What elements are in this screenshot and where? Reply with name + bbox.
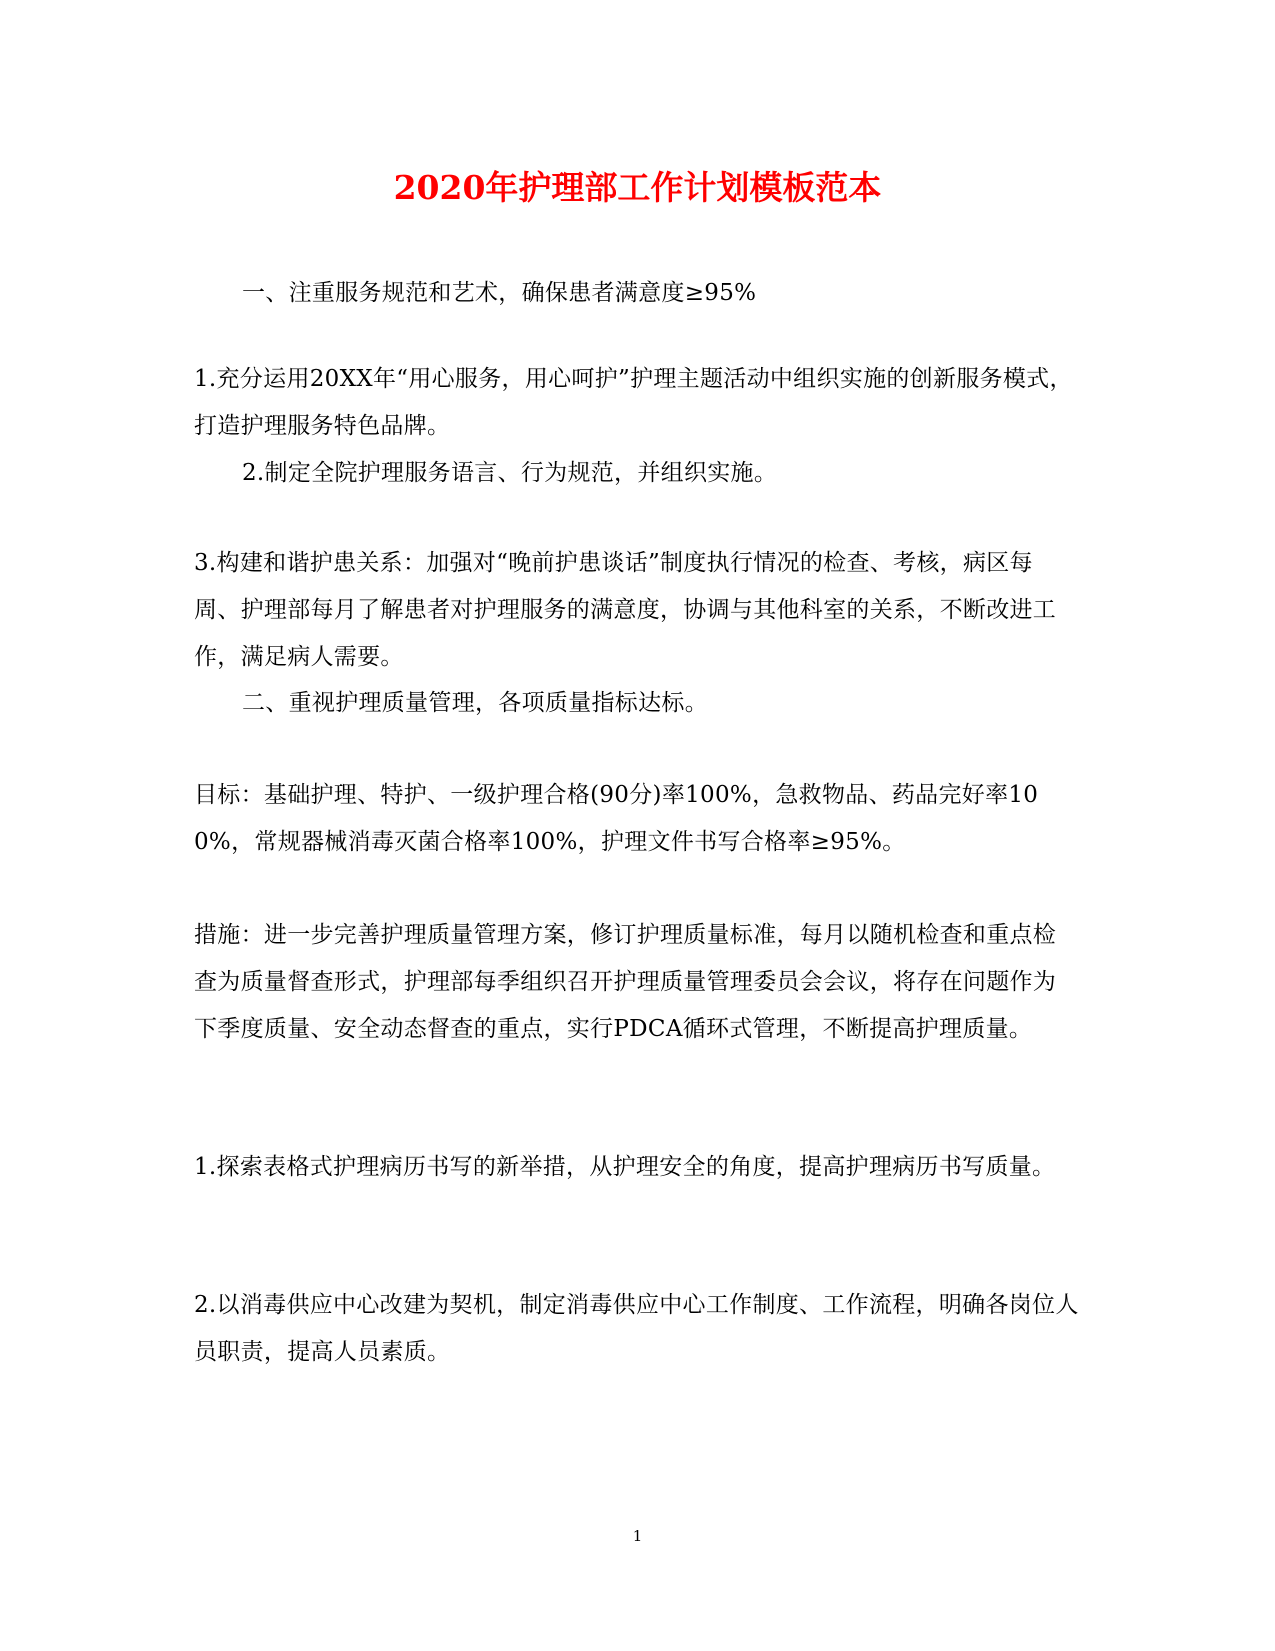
paragraph-item-3: 3.构建和谐护患关系：加强对“晚前护患谈话”制度执行情况的检查、考核，病区每周、护理部每月了解患者对护理服务的满意度，协调与其他科室的关系，不断改进工作，满足病人需要。: [194, 550, 1057, 670]
page-title: 2020年护理部工作计划模板范本: [393, 168, 882, 207]
page-number: 1: [632, 1527, 643, 1545]
section-heading-2: 二、重视护理质量管理，各项质量指标达标。: [242, 690, 708, 716]
paragraph-goal: 目标：基础护理、特护、一级护理合格(90分)率100%，急救物品、药品完好率100%，常规器械消毒灭菌合格率100%，护理文件书写合格率≥95%。: [194, 782, 1039, 855]
paragraph-item-2: 2.制定全院护理服务语言、行为规范，并组织实施。: [242, 460, 778, 486]
section-heading-1: 一、注重服务规范和艺术，确保患者满意度≥95%: [242, 280, 757, 306]
paragraph-measures: 措施：进一步完善护理质量管理方案，修订护理质量标准，每月以随机检查和重点检查为质量督查形式，护理部每季组织召开护理质量管理委员会会议，将存在问题作为下季度质量、安全动态督查的重点，实行PDCA循环式管理，不断提高护理质量。: [194, 922, 1057, 1042]
paragraph-item-1: 1.充分运用20XX年“用心服务，用心呵护”护理主题活动中组织实施的创新服务模式，打造护理服务特色品牌。: [194, 366, 1073, 439]
paragraph-item-4: 1.探索表格式护理病历书写的新举措，从护理安全的角度，提高护理病历书写质量。: [194, 1154, 1056, 1180]
paragraph-item-5: 2.以消毒供应中心改建为契机，制定消毒供应中心工作制度、工作流程，明确各岗位人员职责，提高人员素质。: [194, 1292, 1079, 1365]
